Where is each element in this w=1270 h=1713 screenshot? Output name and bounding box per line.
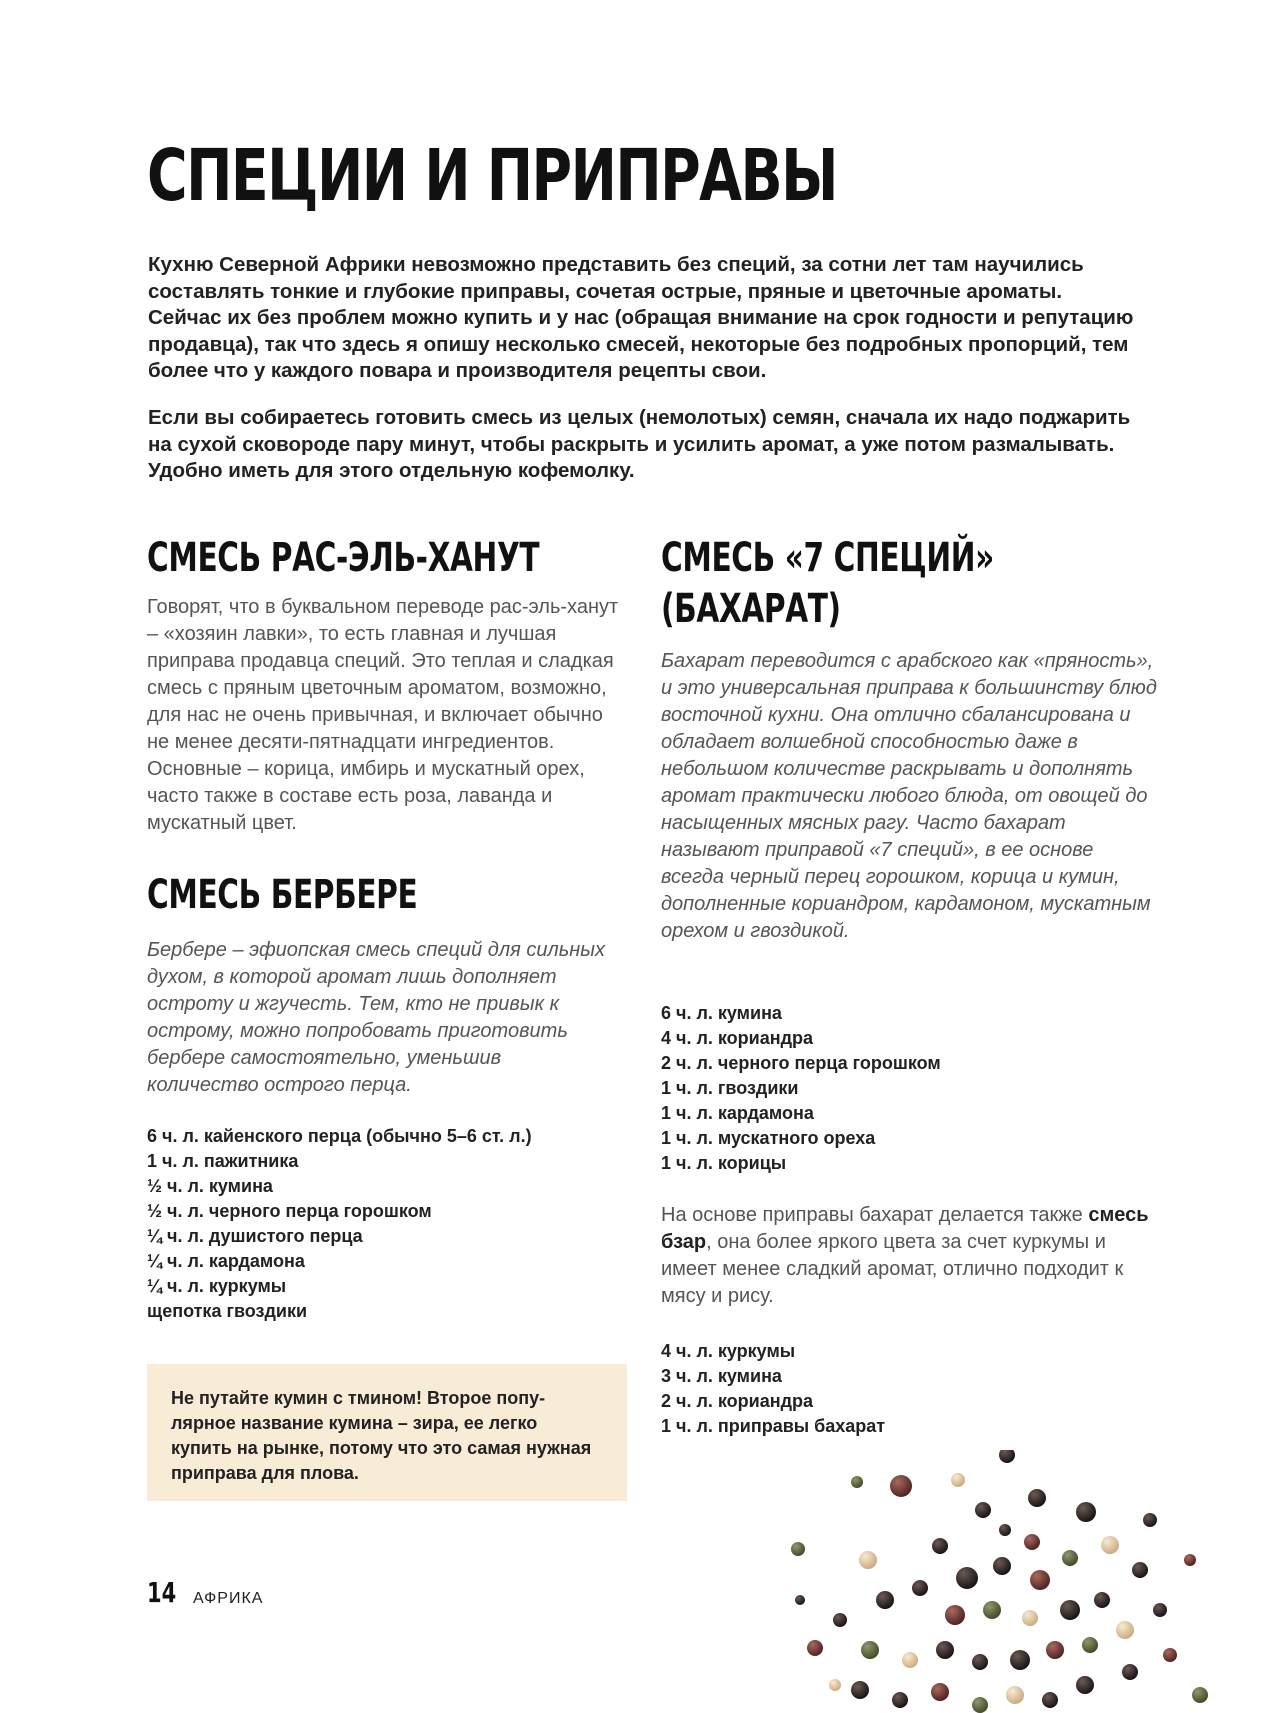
peppercorn [1184,1554,1196,1566]
baharat-heading-line-1: СМЕСЬ «7 СПЕЦИЙ» [661,535,994,581]
tip-text: Не путайте кумин с тмином! Второе популярное название кумина – зира, ее легко купить на рынке, потому что это самая нужная приправа для плова. [171,1388,592,1483]
ras-el-hanout-text: Говорят, что в буквальном переводе рас-эль-ханут – «хозяин лавки», то есть главная и лучшая приправа продавца специй. Это теплая и сладкая смесь с пряным цветочным ароматом, возможно, для нас не очень привычная, и включает обычно не менее десяти-пятнадцати ингредиентов. Основные – корица, имбирь и мускатный орех, часто также в составе есть роза, лаванда и мускатный цвет. [147,596,619,834]
peppercorn [936,1641,954,1659]
peppercorn [912,1580,928,1596]
bzar-text-after: , она более яркого цвета за счет куркумы и имеет менее сладкий аромат, отлично подходит к мясу и рису. [661,1231,1124,1307]
peppercorn [972,1697,988,1713]
peppercorn [795,1595,805,1605]
peppercorn [861,1641,879,1659]
berbere-heading: СМЕСЬ БЕРБЕРЕ [147,872,418,918]
peppercorns-image [740,1450,1270,1713]
bzar-ingredient-list [661,1339,885,1439]
section-name: АФРИКА [193,1590,264,1607]
peppercorn [951,1473,965,1487]
peppercorn [1192,1687,1208,1703]
list-item: 6 ч. л. кайенского перца (обычно 5–6 ст. л.) [147,1126,532,1146]
peppercorn [1153,1603,1167,1617]
peppercorn [999,1450,1015,1463]
peppercorn [890,1475,912,1497]
berbere-ingredient-list [147,1124,532,1324]
list-item: 1 ч. л. гвоздики [661,1078,799,1098]
peppercorn [999,1524,1011,1536]
list-item: 3 ч. л. кумина [661,1366,782,1386]
peppercorn [791,1542,805,1556]
peppercorn [892,1692,908,1708]
peppercorn [1006,1686,1024,1704]
peppercorn [1143,1513,1157,1527]
peppercorn [859,1551,877,1569]
baharat-ingredient-list [661,1001,941,1176]
peppercorn [1116,1621,1134,1639]
peppercorn [1042,1692,1058,1708]
tip-box [147,1364,627,1501]
list-item: 6 ч. л. кумина [661,1003,782,1023]
baharat-text: Бахарат переводится с арабского как «пряность», и это универсальная приправа к большинству блюд восточной кухни. Она отлично сбалансирована и обладает волшебной способностью даже в небольшом количестве раскрывать и дополнять аромат практически любого блюда, от овощей до насыщенных мясных рагу. Часто бахарат называют приправой «7 специй», в ее основе всегда черный перец горошком, корица и кумин, дополненные кориандром, кардамоном, мускатным орехом и гвоздикой. [661,650,1157,942]
ras-el-hanout-heading: СМЕСЬ РАС-ЭЛЬ-ХАНУТ [147,535,540,581]
peppercorn [807,1640,823,1656]
list-item: щепотка гвоздики [147,1301,308,1321]
peppercorn [1030,1570,1050,1590]
peppercorn [1163,1648,1177,1662]
peppercorn [1046,1641,1064,1659]
peppercorn [1024,1534,1040,1550]
list-item: 1 ч. л. пажитника [147,1151,299,1171]
peppercorn [1122,1664,1138,1680]
peppercorn [931,1683,949,1701]
bzar-name: смесь бзар [661,1204,1149,1253]
peppercorn [993,1557,1011,1575]
peppercorn [972,1654,988,1670]
peppercorn [945,1605,965,1625]
peppercorn [1076,1676,1094,1694]
baharat-heading-line-2: (БАХАРАТ) [661,586,841,632]
intro-paragraph-1: Кухню Северной Африки невозможно представить без специй, за сотни лет там научились составлять тонкие и глубокие приправы, сочетая острые, пряные и цветочные ароматы. Сейчас их без проблем можно купить и у нас (обращая внимание на срок годности и репутацию продавца), так что здесь я опишу несколько смесей, некоторые без подробных пропорций, тем более что у каждого повара и производителя рецепты свои. [148,253,1134,382]
peppercorn [932,1538,948,1554]
peppercorn [902,1652,918,1668]
peppercorn [1028,1489,1046,1507]
list-item: 1 ч. л. корицы [661,1153,787,1173]
list-item: ½ ч. л. черного перца горошком [147,1201,432,1221]
peppercorn [1082,1637,1098,1653]
peppercorn [1022,1610,1038,1626]
intro-paragraph-2: Если вы собираетесь готовить смесь из целых (немолотых) семян, сначала их надо поджарить на сухой сковороде пару минут, чтобы раскрыть и усилить аромат, а уже потом размалывать. Удобно иметь для этого отдельную кофемолку. [148,406,1131,482]
peppercorn [1062,1550,1078,1566]
peppercorn [1060,1600,1080,1620]
list-item: 2 ч. л. кориандра [661,1391,814,1411]
peppercorn [1132,1562,1148,1578]
peppercorn [851,1681,869,1699]
page-number: 14 [147,1576,177,1609]
peppercorn [983,1601,1001,1619]
peppercorn [851,1476,863,1488]
list-item: ¼ ч. л. куркумы [147,1276,287,1296]
list-item: 1 ч. л. мускатного ореха [661,1128,876,1148]
list-item: 1 ч. л. кардамона [661,1103,814,1123]
peppercorn [975,1502,991,1518]
peppercorn [1101,1536,1119,1554]
list-item: 4 ч. л. кориандра [661,1028,814,1048]
peppercorn [1010,1650,1030,1670]
peppercorn [956,1567,978,1589]
peppercorn [876,1591,894,1609]
list-item: ¼ ч. л. кардамона [147,1251,305,1271]
bzar-text [661,1202,1161,1310]
list-item: ½ ч. л. кумина [147,1176,273,1196]
list-item: 2 ч. л. черного перца горошком [661,1053,941,1073]
peppercorn [1094,1592,1110,1608]
page-title: СПЕЦИИ И ПРИПРАВЫ [147,134,837,217]
list-item: ¼ ч. л. душистого перца [147,1226,363,1246]
berbere-text: Берберe – эфиопская смесь специй для сильных духом, в которой аромат лишь дополняет остроту и жгучесть. Тем, кто не привык к острому, можно попробовать приготовить бербере самостоятельно, уменьшив количество острого перца. [147,939,605,1096]
bzar-text-before: На основе приправы бахарат делается также [661,1204,1089,1226]
list-item: 1 ч. л. приправы бахарат [661,1416,886,1436]
list-item: 4 ч. л. куркумы [661,1341,796,1361]
peppercorn [829,1679,841,1691]
peppercorn [833,1613,847,1627]
peppercorn [1076,1502,1096,1522]
